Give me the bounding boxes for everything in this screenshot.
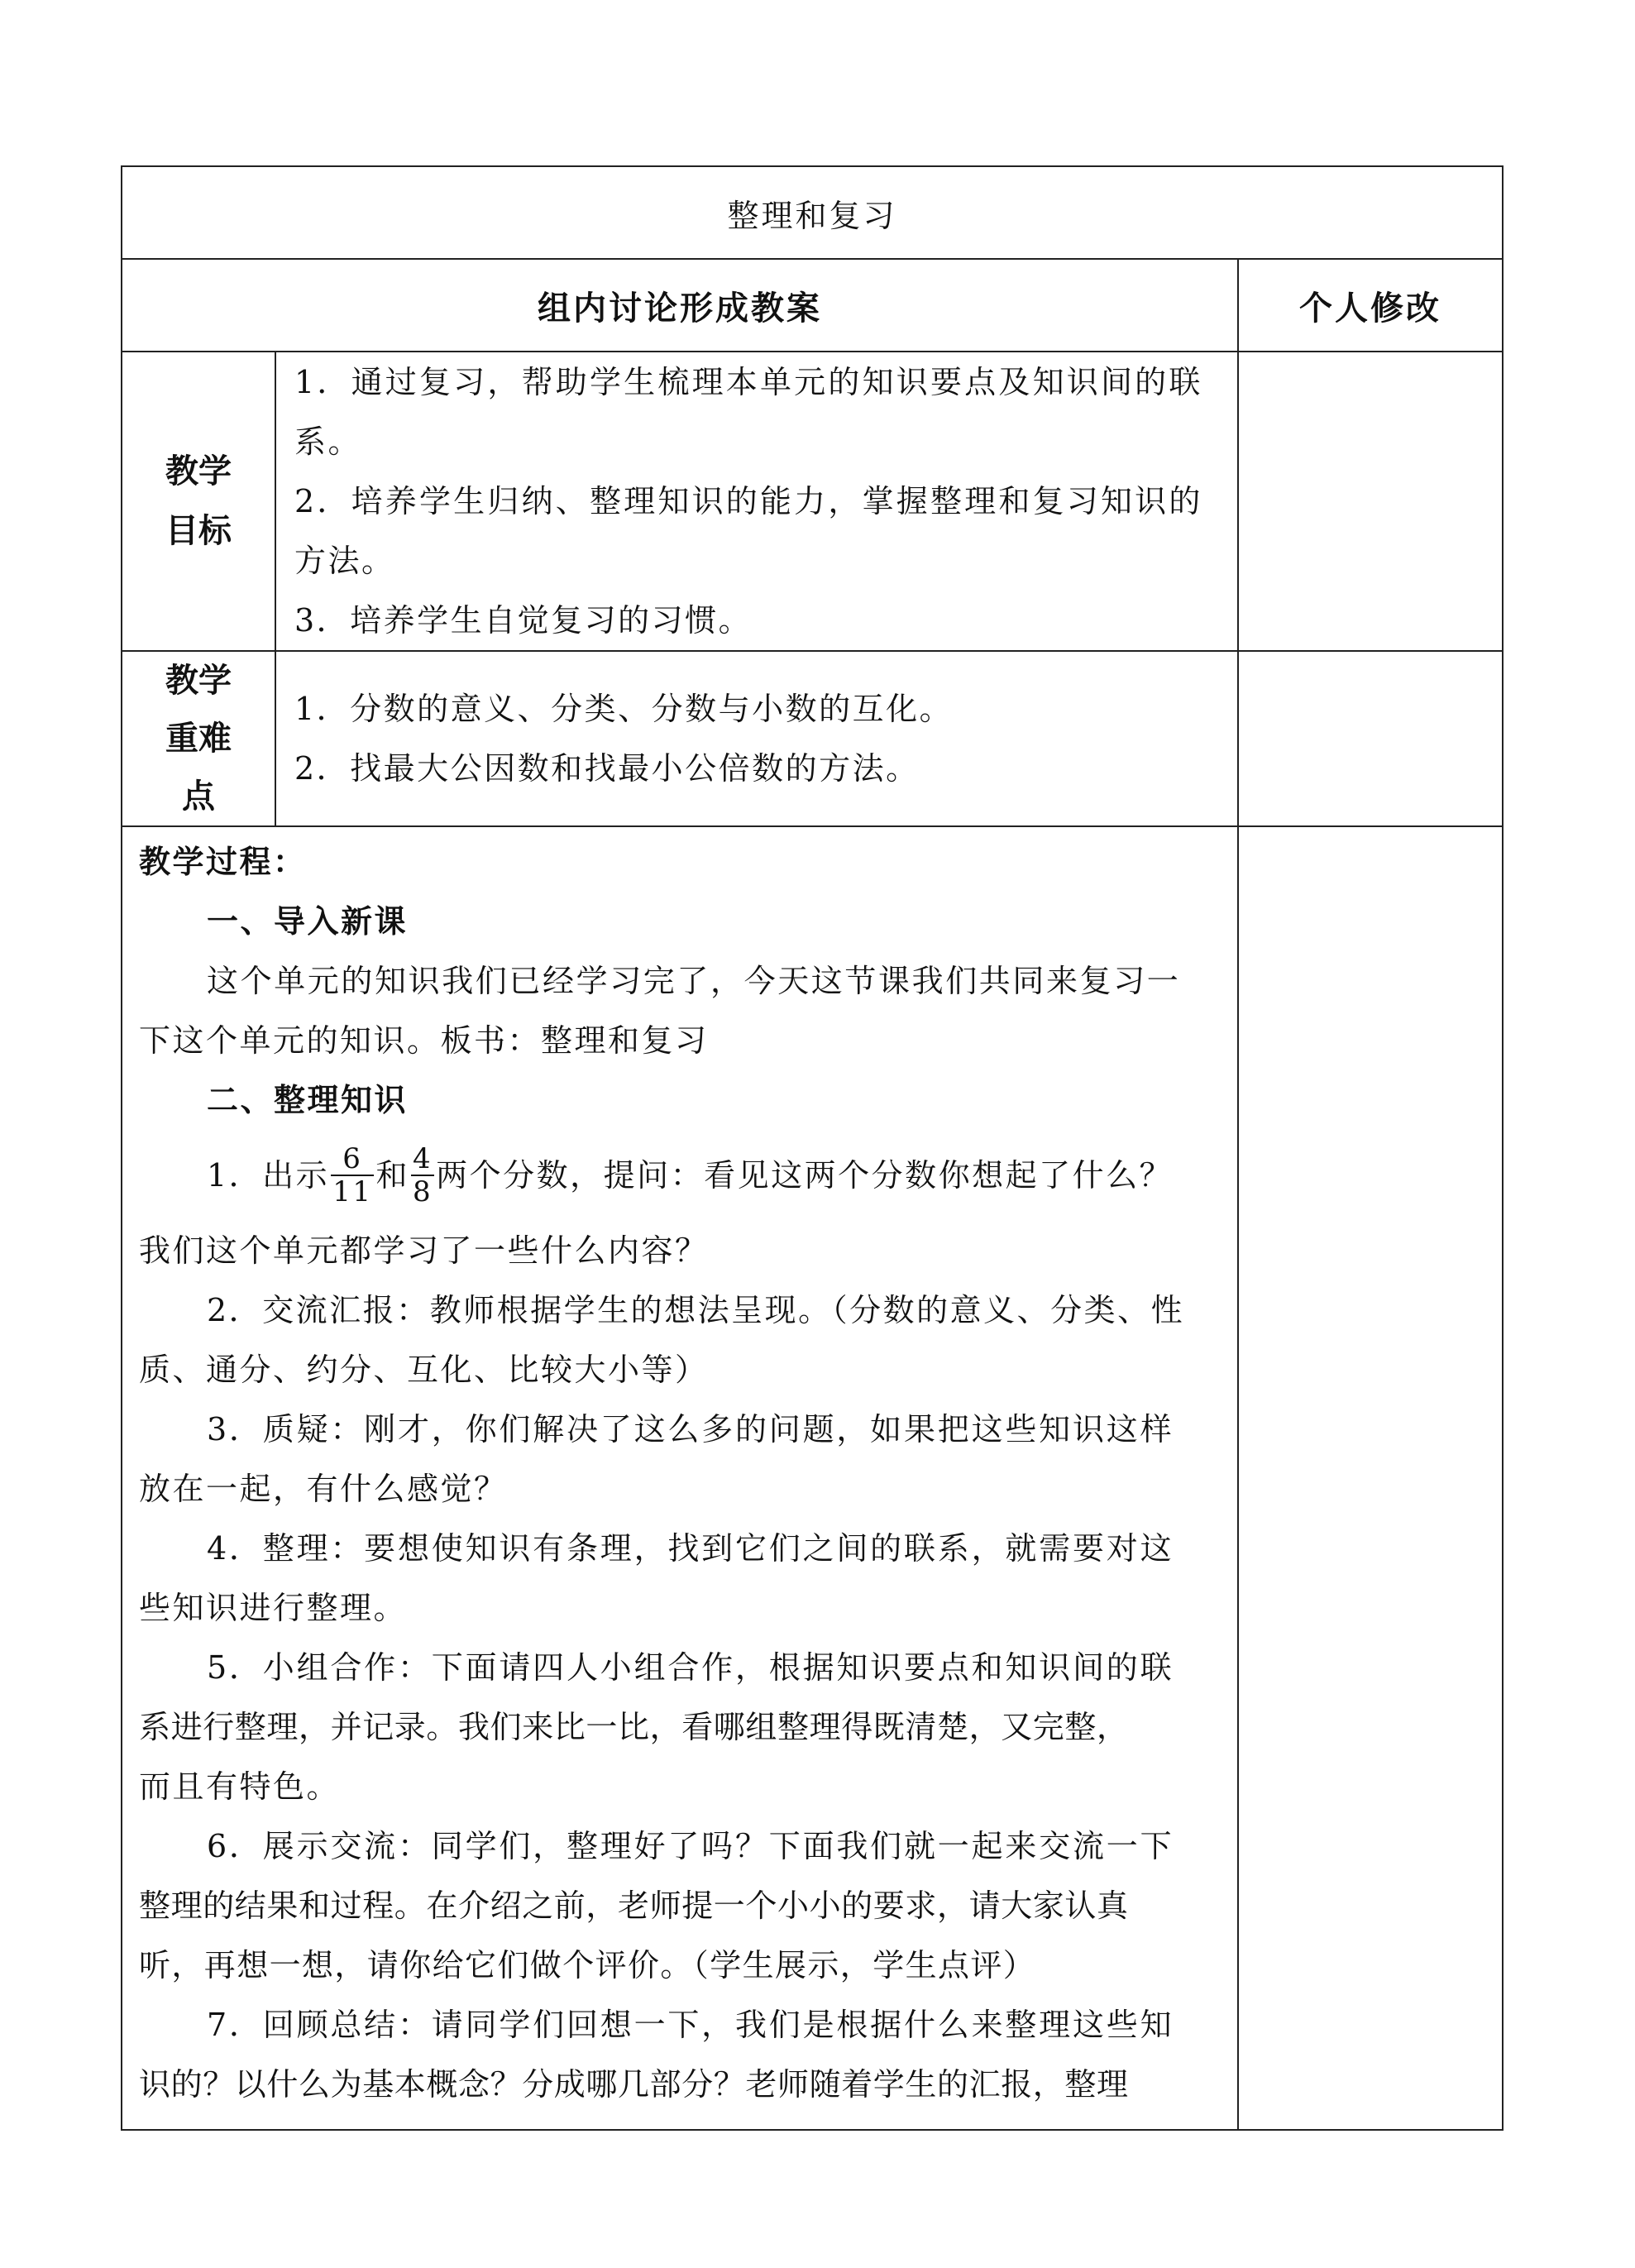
process-modification — [1238, 826, 1503, 2130]
goal-line: 方法。 — [294, 543, 395, 579]
goal-line: 3．培养学生自觉复习的习惯。 — [294, 602, 753, 639]
paragraph-line: 这个单元的知识我们已经学习完了，今天这节课我们共同来复习一 — [207, 963, 1181, 999]
key-points-label: 教学 重难 点 — [122, 651, 275, 826]
paragraph-line: 1．出示 $\frac{6}{11}$ 和 $\frac{4}{8}$ 两个分数，提问：看见这两个分数你想起了什么？ — [207, 1141, 1174, 1208]
goals-content — [275, 352, 1238, 651]
key-points-row — [122, 651, 1503, 826]
goals-label: 教学 目标 — [122, 352, 275, 651]
process-heading: 教学过程： — [139, 843, 307, 880]
header-row — [122, 259, 1503, 352]
process-content — [122, 826, 1238, 2130]
paragraph-line: 放在一起，有什么感觉？ — [139, 1471, 508, 1507]
fraction-4-8: $\frac{4}{8}$ — [412, 1141, 433, 1208]
paragraph-line: 系进行整理，并记录。我们来比一比，看哪组整理得既清楚，又完整， — [139, 1709, 1129, 1745]
paragraph-line: 7．回顾总结：请同学们回想一下，我们是根据什么来整理这些知 — [207, 2007, 1174, 2043]
goals-modification — [1238, 352, 1503, 651]
paragraph-line: 而且有特色。 — [139, 1768, 341, 1805]
paragraph-line: 识的？以什么为基本概念？分成哪几部分？老师随着学生的汇报，整理 — [139, 2066, 1129, 2103]
title-row — [122, 166, 1503, 259]
paragraph-line: 些知识进行整理。 — [139, 1590, 408, 1626]
goal-line: 系。 — [294, 423, 362, 460]
paragraph-line: 听，再想一想，请你给它们做个评价。（学生展示，学生点评） — [139, 1947, 1036, 1983]
plan-header: 组内讨论形成教案 — [122, 259, 1238, 352]
paragraph-line: 下这个单元的知识。板书：整理和复习 — [139, 1022, 709, 1059]
goals-row — [122, 352, 1503, 651]
paragraph-line: 5．小组合作：下面请四人小组合作，根据知识要点和知识间的联 — [207, 1649, 1174, 1686]
key-points-content — [275, 651, 1238, 826]
goal-line: 2．培养学生归纳、整理知识的能力，掌握整理和复习知识的 — [294, 483, 1203, 519]
paragraph-line: 6．展示交流：同学们，整理好了吗？下面我们就一起来交流一下 — [207, 1828, 1174, 1864]
paragraph-line: 整理的结果和过程。在介绍之前，老师提一个小小的要求，请大家认真 — [139, 1888, 1129, 1924]
key-points-modification — [1238, 651, 1503, 826]
key-point-line: 2．找最大公因数和找最小公倍数的方法。 — [294, 750, 920, 787]
process-row — [122, 826, 1503, 2130]
key-point-line: 1．分数的意义、分类、分数与小数的互化。 — [294, 691, 954, 727]
section-heading: 二、整理知识 — [207, 1081, 409, 1118]
lesson-title: 整理和复习 — [122, 166, 1503, 259]
paragraph-line: 3．质疑：刚才，你们解决了这么多的问题，如果把这些知识这样 — [207, 1411, 1174, 1447]
modification-header: 个人修改 — [1238, 259, 1503, 352]
paragraph-line: 我们这个单元都学习了一些什么内容？ — [139, 1232, 709, 1269]
paragraph-line: 2．交流汇报：教师根据学生的想法呈现。（分数的意义、分类、性 — [207, 1292, 1185, 1328]
paragraph-line: 4．整理：要想使知识有条理，找到它们之间的联系，就需要对这 — [207, 1530, 1174, 1567]
lesson-plan-table — [121, 165, 1504, 2131]
goal-line: 1．通过复习，帮助学生梳理本单元的知识要点及知识间的联 — [294, 364, 1203, 400]
paragraph-line: 质、通分、约分、互化、比较大小等） — [139, 1352, 709, 1388]
fraction-6-11: $\frac{6}{11}$ — [332, 1141, 373, 1208]
section-heading: 一、导入新课 — [207, 902, 409, 940]
